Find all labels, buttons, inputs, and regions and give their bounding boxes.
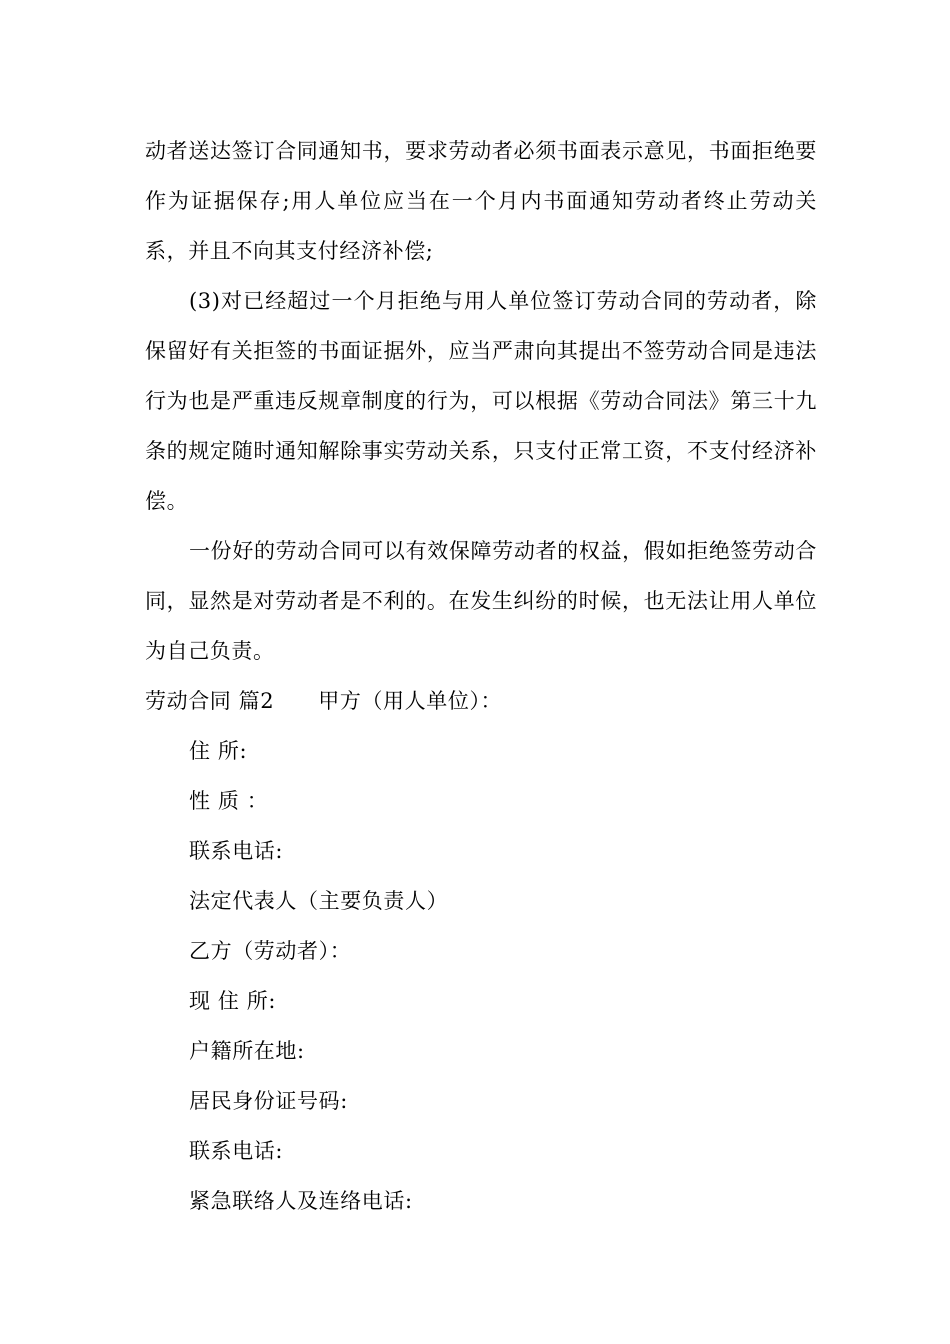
field-party-b: 乙方（劳动者）： (189, 939, 352, 963)
paragraph-item-3: (3)对已经超过一个月拒绝与用人单位签订劳动合同的劳动者，除保留好有关拒签的书面证据外，应当严肃向其提出不签劳动合同是违法行为也是严重违反规章制度的行为，可以根据《劳动合同法》第三十九条的规定随时通知解除事实劳动关系，只支付正常工资，不支付经济补偿。 (145, 289, 817, 513)
field-id-number: 居民身份证号码: (189, 1089, 348, 1113)
field-household-reg: 户籍所在地: (189, 1039, 305, 1063)
paragraph-good-contract: 一份好的劳动合同可以有效保障劳动者的权益，假如拒绝签劳动合同，显然是对劳动者是不利的。在发生纠纷的时候，也无法让用人单位为自己负责。 (145, 539, 817, 663)
field-address: 住 所: (189, 739, 248, 763)
field-phone-a: 联系电话: (189, 839, 284, 863)
field-nature: 性 质 ： (189, 789, 269, 813)
section-title: 劳动合同 篇2 (145, 689, 275, 713)
field-current-address: 现 住 所: (189, 989, 277, 1013)
section-heading (145, 676, 502, 726)
paragraph-notice-rejection: 动者送达签订合同通知书，要求劳动者必须书面表示意见，书面拒绝要作为证据保存;用人单位应当在一个月内书面通知劳动者终止劳动关系，并且不向其支付经济补偿; (145, 139, 817, 263)
party-a-label: 甲方（用人单位）： (318, 689, 503, 713)
field-emergency-contact: 紧急联络人及连络电话: (189, 1189, 413, 1213)
field-phone-b: 联系电话: (189, 1139, 284, 1163)
field-legal-rep: 法定代表人（主要负责人） (189, 889, 449, 913)
